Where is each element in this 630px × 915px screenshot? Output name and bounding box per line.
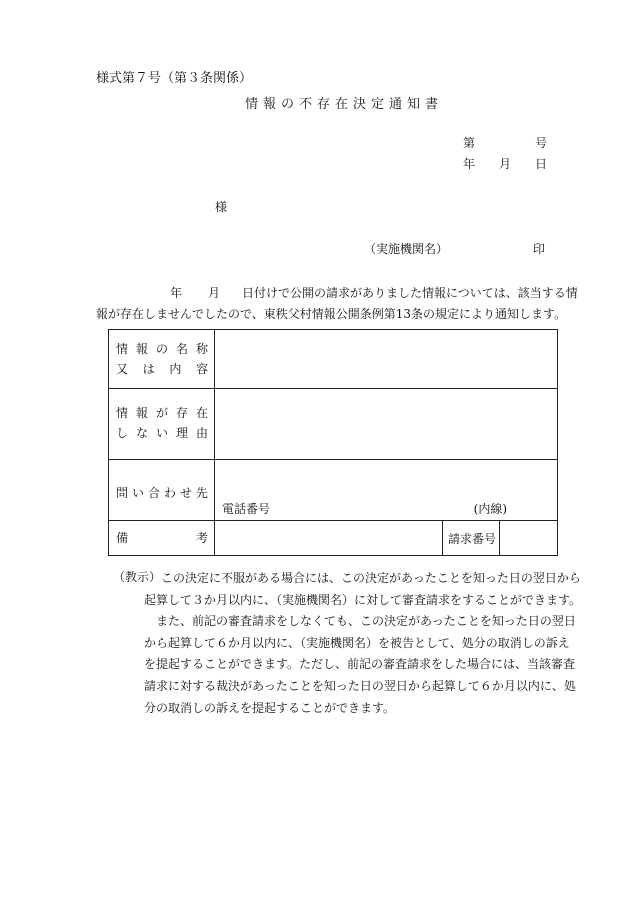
notice-body bbox=[144, 568, 582, 719]
label-char: し bbox=[116, 426, 129, 440]
label-remarks-line bbox=[116, 528, 208, 548]
date-month: 月 bbox=[498, 157, 511, 171]
label-char: 理 bbox=[175, 426, 188, 440]
label-remarks bbox=[109, 521, 215, 556]
label-reason-line-2 bbox=[116, 423, 208, 443]
document-date bbox=[463, 155, 547, 172]
label-char: 報 bbox=[135, 406, 148, 420]
label-request-no: 請求番号 bbox=[443, 521, 500, 556]
label-contact bbox=[109, 460, 215, 521]
label-reason bbox=[109, 389, 215, 460]
seal-mark: 印 bbox=[533, 242, 546, 256]
notice-line: 分の取消しの訴えを提起することができます。 bbox=[144, 700, 396, 715]
label-char: 存 bbox=[175, 406, 188, 420]
number-dai: 第 bbox=[463, 136, 476, 150]
notice-head: （教示） bbox=[113, 570, 162, 584]
label-char: い bbox=[131, 486, 144, 500]
label-char: 在 bbox=[195, 406, 208, 420]
label-reason-line-1 bbox=[116, 403, 208, 423]
label-char: 問 bbox=[116, 486, 129, 500]
notice-line: また、前記の審査請求をしなくても、この決定があったことを知った日の翌日 bbox=[144, 614, 576, 629]
intro-text: 日付けで公開の請求がありました情報については、該当する情 bbox=[242, 286, 578, 300]
intro-line-1 bbox=[170, 284, 578, 301]
intro-year: 年 bbox=[170, 286, 183, 300]
notice-line: 起算して３か月以内に、（実施機関名）に対して審査請求をすることができます。 bbox=[144, 592, 582, 607]
label-char: 称 bbox=[195, 342, 208, 356]
value-name[interactable] bbox=[215, 330, 558, 389]
value-remarks[interactable] bbox=[215, 521, 443, 556]
table-row-name bbox=[109, 330, 558, 389]
extension-label: (内線) bbox=[473, 502, 508, 516]
label-char: 又 bbox=[116, 362, 129, 376]
label-char: 情 bbox=[116, 406, 129, 420]
label-char: 考 bbox=[195, 531, 208, 545]
value-contact[interactable] bbox=[215, 460, 558, 521]
label-char: 先 bbox=[195, 486, 208, 500]
label-char: は bbox=[142, 362, 155, 376]
label-char: な bbox=[135, 426, 148, 440]
intro-month: 月 bbox=[208, 286, 221, 300]
label-char: 備 bbox=[116, 531, 129, 545]
recipient-suffix: 様 bbox=[215, 200, 228, 214]
label-name-line-1 bbox=[116, 339, 208, 359]
label-contact-line bbox=[116, 483, 208, 503]
date-year: 年 bbox=[463, 157, 476, 171]
table-row-reason bbox=[109, 389, 558, 460]
notice-line: 請求に対する裁決があったことを知った日の翌日から起算して６か月以内に、処 bbox=[144, 678, 576, 693]
value-reason[interactable] bbox=[215, 389, 558, 460]
label-char: 内 bbox=[169, 362, 182, 376]
value-request-no[interactable] bbox=[500, 521, 558, 556]
notice-line: から起算して６か月以内に、（実施機関名）を被告として、処分の取消しの訴え bbox=[144, 635, 570, 650]
label-char: 由 bbox=[195, 426, 208, 440]
issuer-name: （実施機関名） bbox=[364, 242, 449, 256]
intro-line-2: 報が存在しませんでしたので、東秩父村情報公開条例第13条の規定により通知します。 bbox=[96, 307, 567, 321]
info-table bbox=[108, 329, 558, 556]
label-char: が bbox=[155, 406, 168, 420]
number-go: 号 bbox=[534, 136, 547, 150]
label-char: 容 bbox=[195, 362, 208, 376]
form-id: 様式第７号（第３条関係） bbox=[96, 71, 253, 86]
label-name-line-2 bbox=[116, 359, 208, 379]
label-char: 報 bbox=[135, 342, 148, 356]
table-row-contact bbox=[109, 460, 558, 521]
date-day: 日 bbox=[534, 157, 547, 171]
document-number bbox=[463, 134, 547, 151]
label-char: い bbox=[155, 426, 168, 440]
notice-line: を提起することができます。ただし、前記の審査請求をした場合には、当該審査 bbox=[144, 657, 576, 672]
label-char: せ bbox=[179, 486, 192, 500]
label-char: 情 bbox=[116, 342, 129, 356]
label-name bbox=[109, 330, 215, 389]
label-char: 名 bbox=[175, 342, 188, 356]
label-char: 合 bbox=[147, 486, 160, 500]
document-title: 情報の不存在決定通知書 bbox=[245, 97, 444, 112]
label-char: わ bbox=[163, 486, 176, 500]
notice-line: この決定に不服がある場合には、この決定があったことを知った日の翌日から bbox=[161, 571, 581, 585]
table-row-remarks bbox=[109, 521, 558, 556]
phone-label: 電話番号 bbox=[222, 502, 271, 516]
label-char: の bbox=[155, 342, 168, 356]
